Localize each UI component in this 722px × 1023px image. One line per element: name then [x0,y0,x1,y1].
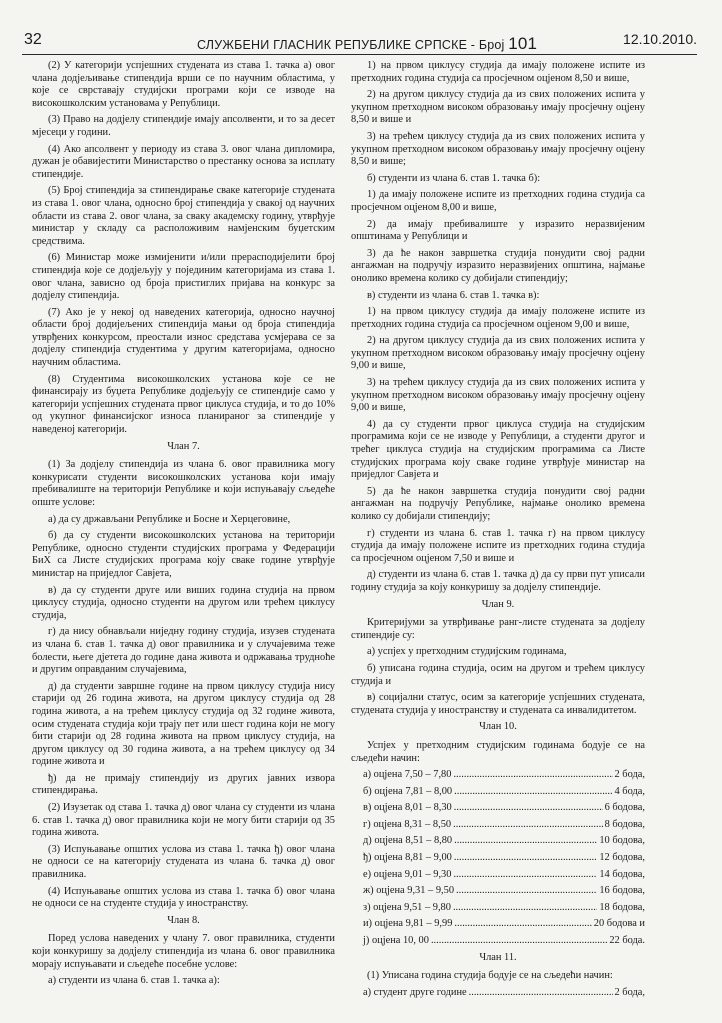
paragraph: (3) Право на додјелу стипендије имају апсолвенти, и то за десет мјесеци у години. [32,114,335,138]
score-row [363,885,645,898]
journal-title [197,34,537,54]
score-label: ж) оцјена 9,31 – 9,50 [363,885,455,897]
page-number: 32 [24,31,42,48]
article-heading: Члан 7. [167,440,200,452]
paragraph: 3) на трећем циклусу студија да из свих положених испита у укупном претходном високом образовању имају просјечну оцјену 8,50 и више; [351,130,645,168]
paragraph: 2) да имају пребивалиште у изразито неразвијеним општинама у Републици и [351,218,645,243]
article-heading: Члан 9. [481,598,515,610]
score-points: 10 бодова, [599,835,645,847]
paragraph: б) уписана година студија, осим на другом и трећем циклусу студија и [351,662,645,687]
paragraph: а) да су држављани Републике и Босне и Херцеговине, [48,513,291,525]
score-row [363,802,645,815]
page-header [22,24,697,55]
paragraph: (2) Изузетак од става 1. тачка д) овог члана су студенти из члана 6. став 1. тачка д) овог правилника који не могу бити старији од 35 година живота. [32,802,335,839]
score-points: 8 бодова, [604,818,645,830]
paragraph: (4) Испуњавање општих услова из става 1. тачка б) овог члана не односи се на студенте студија у иностранству. [32,885,335,910]
paragraph: (3) Испуњавање општих услова из става 1. тачка ђ) овог члана не односи се на категорију студената из члана 6. тачка д) овог правилника. [32,843,335,881]
paragraph: (1) Уписана година студија бодује се на сљедећи начин: [367,970,613,982]
article-heading: Члан 11. [479,951,517,963]
paragraph: Критеријуми за утврђивање ранг-листе студената за додјелу стипендије су: [351,617,645,641]
paragraph: 1) на првом циклусу студија да имају положене испите из претходних година студија са просјечном оцјеном 9,00 и више, [351,306,645,330]
right-text-column [351,60,645,1003]
journal-name: СЛУЖБЕНИ ГЛАСНИК РЕПУБЛИКЕ СРПСКЕ - Број [197,38,505,52]
score-row [363,835,645,848]
score-points: 12 бодова, [599,852,645,864]
paragraph: 4) да су студенти првог циклуса студија на студијским програмима који се не изводе у Републици, а студенти другог и трећег циклуса студија на студијским програмима са Листе студијских програма коју сваке године утврђује министар на приједлог Савјета и [351,418,645,481]
paragraph: (4) Ако апсолвент у периоду из става 3. овог члана дипломира, дужан је обавијестити Министарство о престанку основа за исплату стипендије. [32,143,335,180]
paragraph: б) да су студенти високошколских установа на територији Републике, односно студенти студијских програма у Федерацији БиХ са Листе студијских програма коју сваке године утврђује министар на приједлог Савјета, [32,530,335,579]
score-points: 16 бодова, [599,885,645,897]
paragraph: Успјех у претходним студијским годинама бодује се на сљедећи начин: [351,739,645,764]
issue-number: 101 [508,34,538,53]
paragraph: Поред услова наведених у члану 7. овог правилника, студенти који конкуришу за додјелу стипендија из члана 6. овог правилника морају испуњавати и сљедеће посебне услове: [32,933,335,970]
score-label: е) оцјена 9,01 – 9,30 [363,868,452,880]
score-row [363,902,645,915]
score-points: 22 бода. [609,935,645,947]
score-label: б) оцјена 7,81 – 8,00 [363,785,453,797]
paragraph: 1) да имају положене испите из претходних година студија са просјечном оцјеном 8,00 и више, [351,189,645,213]
score-row [363,869,645,882]
paragraph: 2) на другом циклусу студија да из свих положених испита у укупном претходном високом образовању имају просјечну оцјену 8,50 и више и [351,89,645,126]
score-points: 6 бодова, [604,802,645,814]
paragraph: г) студенти из члана 6. став 1. тачка г) на првом циклусу студија да имају положене испите из претходних година студија са просјечном оцјеном 7,50 и више и [351,527,645,564]
paragraph: ђ) да не примају стипендију из других јавних извора стипендирања. [32,772,335,797]
paragraph: (6) Министар може измијенити и/или прерасподијелити број стипендија које се додјељују у појединим категоријама из става 1. овог члана, зависно од броја пристиглих пријава на конкурс за додјелу стипендија. [32,252,335,302]
left-text-column [32,60,335,992]
paragraph: (8) Студентима високошколских установа које се не финансирају из буџета Републике додјељују се стипендије само у категорији успјешних студената првог циклуса студија, и то до 10% од укупног финансијског износа планираног за стипендије у наведеној категорији. [32,373,335,436]
score-label: з) оцјена 9,51 – 9,80 [363,901,451,913]
score-row [363,786,645,799]
score-row [363,819,645,832]
issue-date: 12.10.2010. [623,31,697,47]
paragraph: в) студенти из члана 6. став 1. тачка в): [367,289,540,301]
score-row [363,935,645,948]
dot-leader [453,902,597,915]
score-points: 18 бодова, [599,901,645,913]
score-points: 2 бода, [614,769,645,781]
paragraph: д) студенти из члана 6. став 1. тачка д) да су први пут уписали годину студија за коју конкуришу за додјелу стипендије. [351,569,645,593]
paragraph: в) социјални статус, осим за категорије успјешних студената, студената студија у иностранству и студената са инвалидитетом. [351,692,645,716]
paragraph: (1) За додјелу стипендија из члана 6. овог правилника могу конкурисати студенти високошколских установа који имају пребивалиште на територији Републике и који испуњавају сљедеће опште услове: [32,459,335,508]
score-label: д) оцјена 8,51 – 8,80 [363,835,453,847]
score-points: 14 бодова, [599,868,645,880]
paragraph: в) да су студенти друге или виших година студија на првом циклусу студија, односно студенти на другом или трећем циклусу студија, [32,584,335,621]
paragraph: 3) на трећем циклусу студија да из свих положених испита у укупном претходном високом образовању имају просјечну оцјену 9,00 и више, [351,377,645,414]
score-label: а) студент друге године [363,986,467,998]
paragraph: б) студенти из члана 6. став 1. тачка б): [367,172,541,184]
dot-leader [456,885,597,898]
score-row [363,987,645,1000]
score-label: ђ) оцјена 8,81 – 9,00 [363,852,452,864]
score-points: 2 бода, [614,986,645,998]
score-points: 20 бодова и [593,918,645,930]
paragraph: г) да нису обнављали ниједну годину студија, изузев студената из члана 6. став 1. тачка д) овог правилника и у случајевима теже болести, његе дјетета до године дана живота и одржавања трудноће и другим оправданим случајевима, [32,626,335,676]
dot-leader [453,869,597,882]
dot-leader [454,802,603,815]
paragraph: 5) да ће након завршетка студија понудити свој радни ангажман на подручју Републике, најмање онолико времена колико су добијали стипендију; [351,485,645,522]
dot-leader [454,852,598,865]
score-label: г) оцјена 8,31 – 8,50 [363,818,452,830]
paragraph: (5) Број стипендија за стипендирање сваке категорије студената из става 1. овог члана, односно број стипендија у свакој од научних области из става 2. овог члана, за свакy академску годину, утврђује министар у складу са расположивим намјенским буџетским средствима. [32,185,335,247]
paragraph: а) успјех у претходним студијским годинама, [367,646,567,658]
paragraph: 1) на првом циклусу студија да имају положене испите из претходних година студија са просјечном оцјеном 8,50 и више, [351,60,645,84]
dot-leader [453,769,612,782]
score-label: а) оцјена 7,50 – 7,80 [363,769,452,781]
paragraph: (2) У категорији успјешних студената из става 1. тачка а) овог члана додјељивање стипендија врши се по научним областима, у које се сврставају студијски програми који се изводе на високошколским установама у Републици. [32,60,335,109]
paragraph: 2) на другом циклусу студија да из свих положених испита у укупном претходном високом образовању имају просјечну оцјену 9,00 и више, [351,335,645,372]
paragraph: д) да студенти завршне године на првом циклусу студија нису старији од 26 година живота, на другом циклусу студија од 28 година живота, а на трећем циклусу студија од 32 године живота, осим студената студија који трају пет или шест година који не могу бити старији од 28 година живота на првом циклусу студија, на другом циклусу од 30 година живота, а на трећем циклусу од 34 године живота и [32,680,335,768]
score-row [363,852,645,865]
article-heading: Члан 8. [167,914,200,926]
score-label: в) оцјена 8,01 – 8,30 [363,802,452,814]
score-row [363,769,645,782]
paragraph: а) студенти из члана 6. став 1. тачка а): [48,975,220,987]
score-points: 4 бода, [614,785,645,797]
article-heading: Члан 10. [479,721,517,733]
dot-leader [454,918,591,931]
score-row [363,918,645,931]
dot-leader [453,819,602,832]
paragraph: 3) да ће након завршетка студија понудити свој радни ангажман на подручју изразито неразвијених општина, најмање онолико времена колико су добијали стипендију; [351,247,645,284]
dot-leader [454,835,597,848]
paragraph: (7) Ако је у некој од наведених категорија, односно научној области број додијељених стипендија мањи од броја стипендија утврђених конкурсом, преостали износ средстава усмјерава се за додјелу стипендија студентима у другим категоријама, односно научним областима. [32,306,335,369]
score-label: ј) оцјена 10, 00 [363,935,429,947]
dot-leader [431,935,607,948]
dot-leader [469,987,613,1000]
score-label: и) оцјена 9,81 – 9,99 [363,918,453,930]
dot-leader [454,786,612,799]
